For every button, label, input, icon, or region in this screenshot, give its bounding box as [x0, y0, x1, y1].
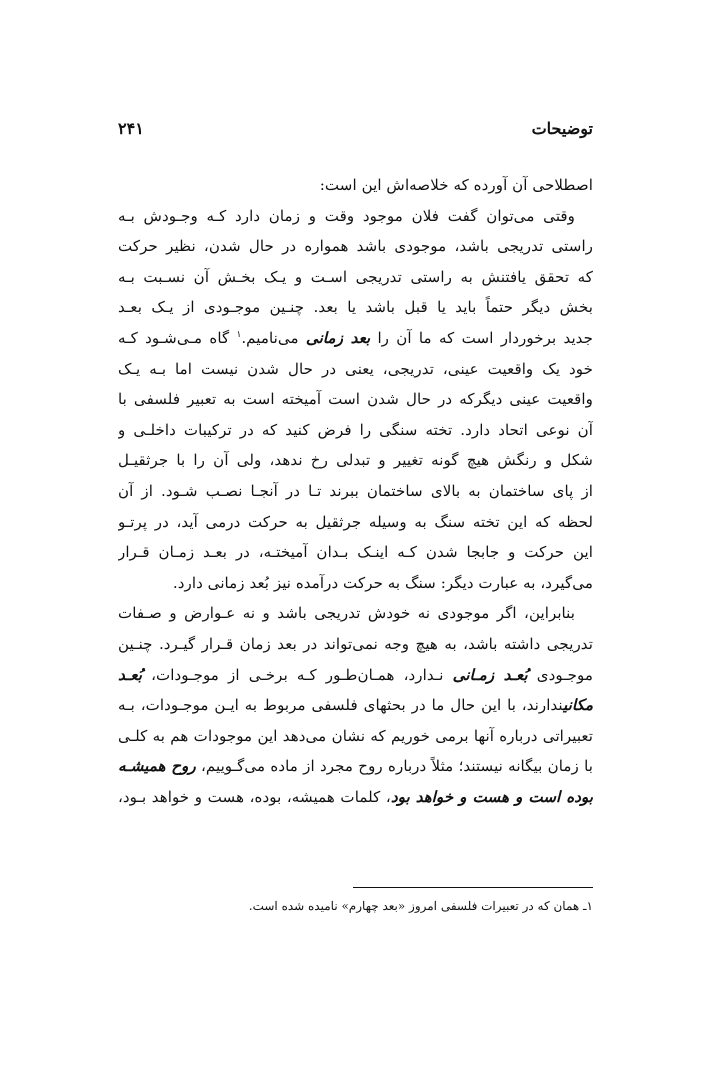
chapter-title: توضیحات: [531, 119, 593, 138]
text-line: [118, 660, 593, 691]
emphasized-term: بوده است و هست و خواهد بود: [390, 787, 593, 806]
text-line: این حرکت و جابجا شدن کـه اینـک بـدان آمیختـه، در بعـد زمـان قـرار: [118, 543, 593, 562]
footnote-separator: [353, 887, 593, 888]
running-header: [118, 119, 593, 145]
text-segment: جدید برخوردار است که ما آن را: [377, 328, 593, 347]
main-text: [118, 170, 593, 812]
text-line: [118, 323, 593, 354]
text-segment: ندارند، با این حال ما در بحثهای فلسفی مربوط به ایـن موجـودات، بـه: [118, 696, 564, 715]
footnote-marker: ۱: [236, 329, 242, 340]
emphasized-term: بعد زمانی: [305, 328, 371, 347]
text-line: وقتی می‌توان گفت فلان موجود وقت و زمان دارد کـه وجـودش بـه: [118, 206, 575, 225]
text-line: تعبیراتی درباره آنها برمی خوریم که نشان می‌دهد این موجودات هم به کلـی: [118, 726, 593, 745]
text-line: که تحقق یافتنش به راستی تدریجی اسـت و یـک بخـش آن نسـبت بـه: [118, 267, 593, 286]
text-line: از پای ساختمان به بالای ساختمان ببرند تـا در آنجـا نصـب شـود. از آن: [118, 481, 593, 500]
text-segment: موجـودی: [536, 665, 593, 684]
text-line: [118, 751, 593, 782]
emphasized-term: مکانی: [563, 696, 593, 715]
text-line: بخش دیگر حتماً باید یا قبل باشد یا بعد. چنـین موجـودی از یـک بعـد: [118, 298, 593, 317]
text-line: بنابراین، اگر موجودی نه خودش تدریجی باشد و نه عـوارض و صـفات: [118, 604, 575, 623]
text-line: می‌گیرد، به عبارت دیگر: سنگ به حرکت درآمده نیز بُعد زمانی دارد.: [172, 573, 593, 592]
text-line: لحظه که این تخته سنگ به وسیله جرثقیل به حرکت درمی آید، در پرتـو: [118, 512, 593, 531]
text-line: آن نوعی اتحاد دارد. تخته سنگی را فرض کنید که در ترکیبات داخلـی و: [118, 420, 593, 439]
text-segment: گاه مـی‌شـود کـه: [118, 328, 230, 347]
text-line: خود یک واقعیت عینی، تدریجی، یعنی در حال شدن نیست اما بـه یـک: [118, 359, 593, 378]
text-line: راستی تدریجی باشد، موجودی باشد همواره در حال شدن، نظیر حرکت: [118, 237, 593, 256]
text-line: واقعیت عینی دیگرکه در حال شدن است آمیخته است به تعبیر فلسفی با: [118, 390, 593, 409]
text-line: اصطلاحی آن آورده که خلاصه‌اش این است:: [319, 176, 593, 194]
emphasized-term: بُعـد زمـانی: [452, 665, 528, 684]
text-line: شکل و رنگش هیچ گونه تغییر و تبدلی رخ ندهد، ولی آن را با جرثقیـل: [118, 451, 593, 470]
text-segment: می‌نامیم.: [241, 328, 299, 347]
text-line: [118, 690, 593, 721]
page-number: ۲۴۱: [118, 119, 144, 138]
text-line: [118, 782, 593, 813]
footnote: ۱ـ همان که در تعبیرات فلسفی امروز «بعد چهارم» نامیده شده است.: [248, 899, 593, 913]
text-segment: با زمان بیگانه نیستند؛ مثلاً درباره روح مجرد از ماده می‌گـوییم،: [200, 757, 593, 776]
emphasized-term: روح همیشـه: [118, 757, 196, 776]
text-segment: نـدارد، همـان‌طـور کـه برخـی از موجـودات،: [151, 665, 444, 684]
text-segment: ، کلمات همیشه، بوده، هست و خواهد بـود،: [118, 787, 391, 806]
text-line: تدریجی داشته باشد، به هیچ وجه نمی‌تواند در بعد زمان قـرار گیـرد. چنـین: [118, 634, 593, 653]
emphasized-term: بُعـد: [118, 665, 142, 684]
